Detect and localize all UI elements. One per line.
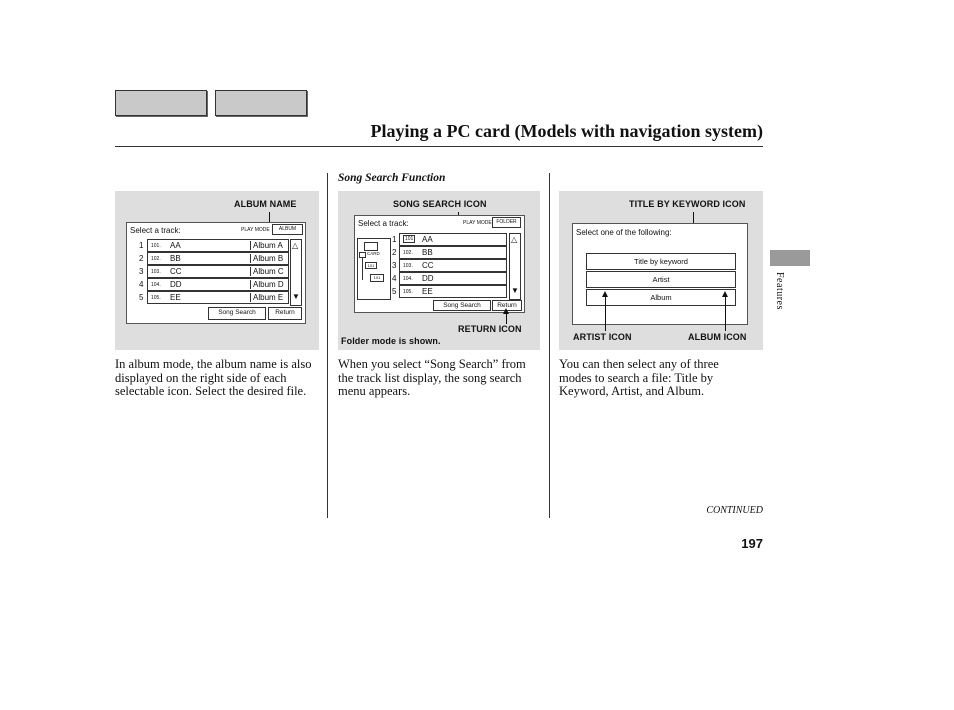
search-mode-screen: [572, 223, 748, 325]
track-name: DD: [170, 280, 182, 289]
header-tab-left: [115, 90, 207, 116]
track-number: 2: [392, 248, 397, 257]
track-code: 103.: [151, 269, 161, 275]
track-code: 103.: [403, 263, 413, 269]
figure-song-search: [338, 191, 540, 350]
page-title: Playing a PC card (Models with navigation system): [370, 121, 763, 141]
title-by-keyword-button[interactable]: Title by keyword: [586, 253, 736, 270]
track-row[interactable]: [399, 246, 507, 259]
track-name: CC: [170, 267, 182, 276]
track-code: 105.: [151, 295, 161, 301]
album-button[interactable]: Album: [586, 289, 736, 306]
track-row[interactable]: [399, 259, 507, 272]
track-row[interactable]: [147, 278, 289, 291]
caption-folder-mode: Folder mode is shown.: [341, 336, 441, 346]
artist-button[interactable]: Artist: [586, 271, 736, 288]
return-button[interactable]: Return: [268, 307, 302, 320]
scroll-up-icon[interactable]: △: [511, 235, 518, 244]
album-name: Album B: [250, 254, 283, 263]
track-row[interactable]: [399, 272, 507, 285]
album-name: Album C: [250, 267, 284, 276]
track-name: EE: [170, 293, 181, 302]
track-code: 105.: [403, 289, 413, 295]
pointer-arrowhead: [602, 291, 608, 297]
select-track-prompt: Select a track:: [358, 219, 409, 228]
caption-artist-icon: ARTIST ICON: [573, 332, 632, 342]
track-code: 104.: [403, 276, 413, 282]
album-mode-description: In album mode, the album name is also displayed on the right side of each selectable icon. Select the desired file.: [115, 357, 312, 399]
album-name: Album D: [250, 280, 284, 289]
continued-label: CONTINUED: [706, 505, 763, 516]
track-name: DD: [422, 274, 434, 283]
track-number: 2: [139, 254, 144, 263]
track-row[interactable]: [147, 252, 289, 265]
track-number: 4: [139, 280, 144, 289]
select-track-prompt: Select a track:: [130, 226, 181, 235]
pointer-arrowhead: [503, 308, 509, 314]
track-row[interactable]: [147, 265, 289, 278]
album-name: Album E: [250, 293, 283, 302]
side-tab: [770, 250, 810, 266]
album-name: Album A: [250, 241, 283, 250]
figure-album-mode: [115, 191, 319, 350]
album-mode-screen: [126, 222, 306, 324]
pointer-line: [725, 295, 726, 331]
track-code: 104.: [151, 282, 161, 288]
scroll-down-icon[interactable]: ▼: [292, 292, 300, 301]
tree-card-label: CARD: [367, 251, 380, 256]
track-code: 101.: [151, 243, 161, 249]
track-number: 1: [139, 241, 144, 250]
play-mode-label: PLAY MODE: [463, 220, 492, 226]
header-tab-right: [215, 90, 307, 116]
figure-search-modes: [559, 191, 763, 350]
album-mode-button[interactable]: ALBUM: [272, 224, 303, 235]
pointer-arrowhead: [722, 291, 728, 297]
track-number: 5: [139, 293, 144, 302]
scroll-down-icon[interactable]: ▼: [511, 286, 519, 295]
play-mode-label: PLAY MODE: [241, 227, 270, 233]
folder-icon: 101: [370, 274, 384, 282]
track-number: 5: [392, 287, 397, 296]
scroll-up-icon[interactable]: △: [292, 241, 299, 250]
scrollbar[interactable]: [509, 233, 521, 300]
side-tab-label: Features: [774, 272, 785, 310]
song-search-button[interactable]: Song Search: [208, 307, 266, 320]
track-row[interactable]: [399, 285, 507, 298]
track-name: AA: [170, 241, 181, 250]
track-number: 1: [392, 235, 397, 244]
column-divider-2: [549, 173, 550, 518]
tree-connector: [362, 258, 363, 280]
track-row[interactable]: [399, 233, 507, 246]
folder-mode-screen: [354, 215, 525, 313]
caption-album-name: ALBUM NAME: [234, 199, 297, 209]
caption-return-icon: RETURN ICON: [458, 324, 522, 334]
track-name: CC: [422, 261, 434, 270]
track-name: AA: [422, 235, 433, 244]
track-code: 101: [405, 236, 414, 242]
track-name: EE: [422, 287, 433, 296]
caption-title-by-keyword-icon: TITLE BY KEYWORD ICON: [629, 199, 746, 209]
track-name: BB: [422, 248, 433, 257]
scrollbar[interactable]: [290, 239, 302, 306]
title-rule: [115, 146, 763, 147]
column-divider-1: [327, 173, 328, 518]
caption-album-icon: ALBUM ICON: [688, 332, 747, 342]
song-search-description: When you select “Song Search” from the track list display, the song search menu appears.: [338, 357, 526, 399]
track-row[interactable]: [147, 291, 289, 304]
page-number: 197: [741, 536, 763, 551]
track-name: BB: [170, 254, 181, 263]
section-heading: Song Search Function: [338, 172, 446, 184]
caption-song-search-icon: SONG SEARCH ICON: [393, 199, 487, 209]
folder-icon: 101: [365, 262, 377, 269]
pointer-line: [605, 295, 606, 331]
track-number: 3: [392, 261, 397, 270]
song-search-button[interactable]: Song Search: [433, 300, 491, 311]
track-code: 102.: [151, 256, 161, 262]
select-option-prompt: Select one of the following:: [576, 228, 672, 237]
folder-mode-button[interactable]: FOLDER: [492, 217, 521, 228]
track-number: 4: [392, 274, 397, 283]
track-code: 102.: [403, 250, 413, 256]
track-row[interactable]: [147, 239, 289, 252]
folder-tree[interactable]: [357, 238, 391, 300]
return-button[interactable]: Return: [492, 300, 522, 311]
search-modes-description: You can then select any of three modes to search a file: Title by Keyword, Artist, and Album.: [559, 357, 719, 399]
track-number: 3: [139, 267, 144, 276]
pc-card-icon: [364, 242, 378, 251]
